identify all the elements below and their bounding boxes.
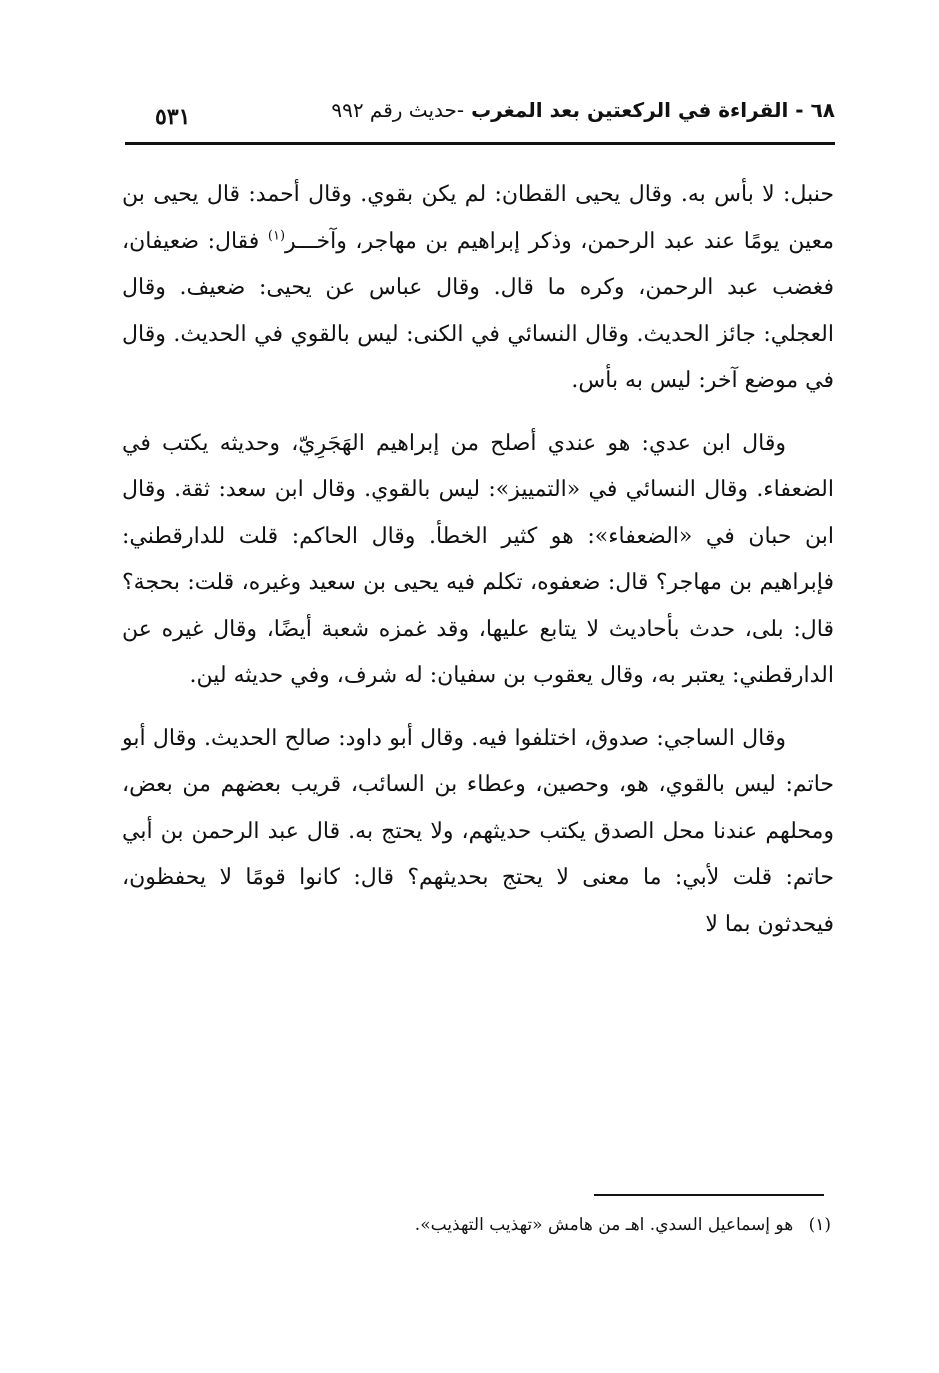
main-text bbox=[122, 172, 834, 948]
chapter-title: - القراءة في الركعتين بعد المغرب bbox=[471, 98, 804, 122]
footnote-number: (١) bbox=[808, 1215, 831, 1235]
footnote bbox=[131, 1210, 831, 1240]
paragraph-3: وقال الساجي: صدوق، اختلفوا فيه. وقال أبو داود: صالح الحديث. وقال أبو حاتم: ليس بالقوي، هو، وحصين، وعطاء بن السائب، قريب بعضهم من بعض، ومحلهم عندنا محل الصدق يكتب حديثهم، ولا يحتج به. قال عبد الرحمن بن أبي حاتم: قلت لأبي: ما معنى لا يحتج بحديثهم؟ قال: كانوا قومًا لا يحفظون، فيحدثون بما لا bbox=[122, 725, 834, 937]
chapter-number: ٦٨ bbox=[810, 98, 835, 122]
paragraph-1 bbox=[122, 172, 834, 405]
paragraph-2: وقال ابن عدي: هو عندي أصلح من إبراهيم الهَجَرِيّ، وحديثه يكتب في الضعفاء. وقال النسائي في «التمييز»: ليس بالقوي. وقال ابن سعد: ثقة. وقال ابن حبان في «الضعفاء»: هو كثير الخطأ. وقال الحاكم: قلت للدارقطني: فإبراهيم بن مهاجر؟ قال: ضعفوه، تكلم فيه يحيى بن سعيد وغيره، قلت: بحجة؟ قال: بلى، حدث بأحاديث لا يتابع عليها، وقد غمزه شعبة أيضًا، وقال غيره عن الدارقطني: يعتبر به، وقال يعقوب بن سفيان: له شرف، وفي حديثه لين. bbox=[122, 430, 834, 688]
chapter-heading bbox=[331, 98, 835, 122]
page-number: ٥٣١ bbox=[155, 104, 191, 130]
footnote-separator bbox=[594, 1194, 824, 1196]
page-number-rule bbox=[125, 142, 167, 145]
hadith-number: -حديث رقم ٩٩٢ bbox=[331, 98, 465, 122]
header-rule bbox=[125, 142, 835, 145]
footnote-text: هو إسماعيل السدي. اهـ من هامش «تهذيب التهذيب». bbox=[414, 1215, 794, 1235]
paragraph-1-text-b: فقال: ضعيفان، فغضب عبد الرحمن، وكره ما قال. وقال عباس عن يحيى: ضعيف. وقال العجلي: جائز الحديث. وقال النسائي في الكنى: ليس بالقوي في الحديث. وقال في موضع آخر: ليس به بأس. bbox=[122, 228, 834, 393]
footnote-reference: (١) bbox=[267, 228, 286, 244]
paragraph-1-text-a: حنبل: لا بأس به. وقال يحيى القطان: لم يكن بقوي. وقال أحمد: قال يحيى بن معين يومًا عند عبد الرحمن، وذكر إبراهيم بن مهاجر، وآخـــر bbox=[122, 182, 834, 254]
running-header bbox=[125, 98, 835, 138]
